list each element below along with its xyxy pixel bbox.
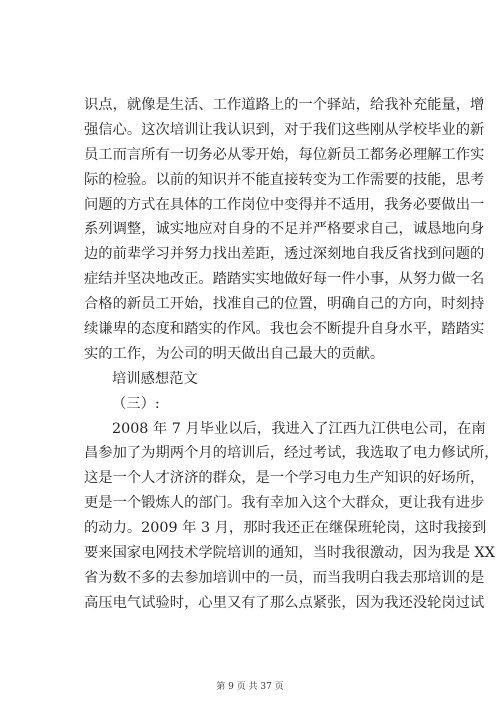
text-line: 系列调整，诚实地应对自身的不足并严格要求自己，诚恳地向身 <box>84 221 485 238</box>
text-line: 昌参加了为期两个月的培训后，经过考试，我选取了电力修试所， <box>84 445 499 462</box>
page-footer: 第 9 页 共 37 页 <box>216 682 284 692</box>
text-line: 实的工作，为公司的明天做出自己最大的贡献。 <box>84 345 385 362</box>
text-line: 高压电气试验时，心里又有了那么点紧张，因为我还没轮岗过试 <box>84 594 485 611</box>
text-line: 省为数不多的去参加培训中的一员，而当我明白我去那培训的是 <box>84 569 485 586</box>
text-line: 员工而言所有一切务必从零开始，每位新员工都务必理解工作实 <box>84 146 485 163</box>
text-line: 2008 年 7 月毕业以后，我进入了江西九江供电公司，在南 <box>112 420 486 437</box>
text-line: 识点，就像是生活、工作道路上的一个驿站，给我补充能量，增 <box>84 97 485 113</box>
text-line: 症结并坚决地改正。踏踏实实地做好每一件小事，从努力做一名 <box>84 271 485 288</box>
text-line: 要来国家电网技术学院培训的通知，当时我很激动，因为我是 XX <box>84 545 495 562</box>
text-line: 强信心。这次培训让我认识到，对于我们这些刚从学校毕业的新 <box>84 121 485 138</box>
text-line: 续谦卑的态度和踏实的作风。我也会不断提升自身水平，踏踏实 <box>84 321 485 338</box>
text-line: 的动力。2009 年 3 月，那时我还正在继保班轮岗，这时我接到 <box>84 520 487 537</box>
document-body <box>84 93 499 616</box>
section-subheading: （三）: <box>112 395 160 412</box>
text-line: 问题的方式在具体的工作岗位中变得并不适用，我务必要做出一 <box>84 196 485 213</box>
text-line: 际的检验。以前的知识并不能直接转变为工作需要的技能，思考 <box>84 171 485 188</box>
section-heading: 培训感想范文 <box>112 370 198 387</box>
text-line: 更是一个锻炼人的部门。我有幸加入这个大群众，更让我有进步 <box>84 495 485 512</box>
text-line: 合格的新员工开始，找准自己的位置，明确自己的方向，时刻持 <box>84 296 485 313</box>
text-line: 边的前辈学习并努力找出差距，透过深刻地自我反省找到问题的 <box>84 246 485 263</box>
text-line: 这是一个人才济济的群众，是一个学习电力生产知识的好场所， <box>84 470 485 487</box>
